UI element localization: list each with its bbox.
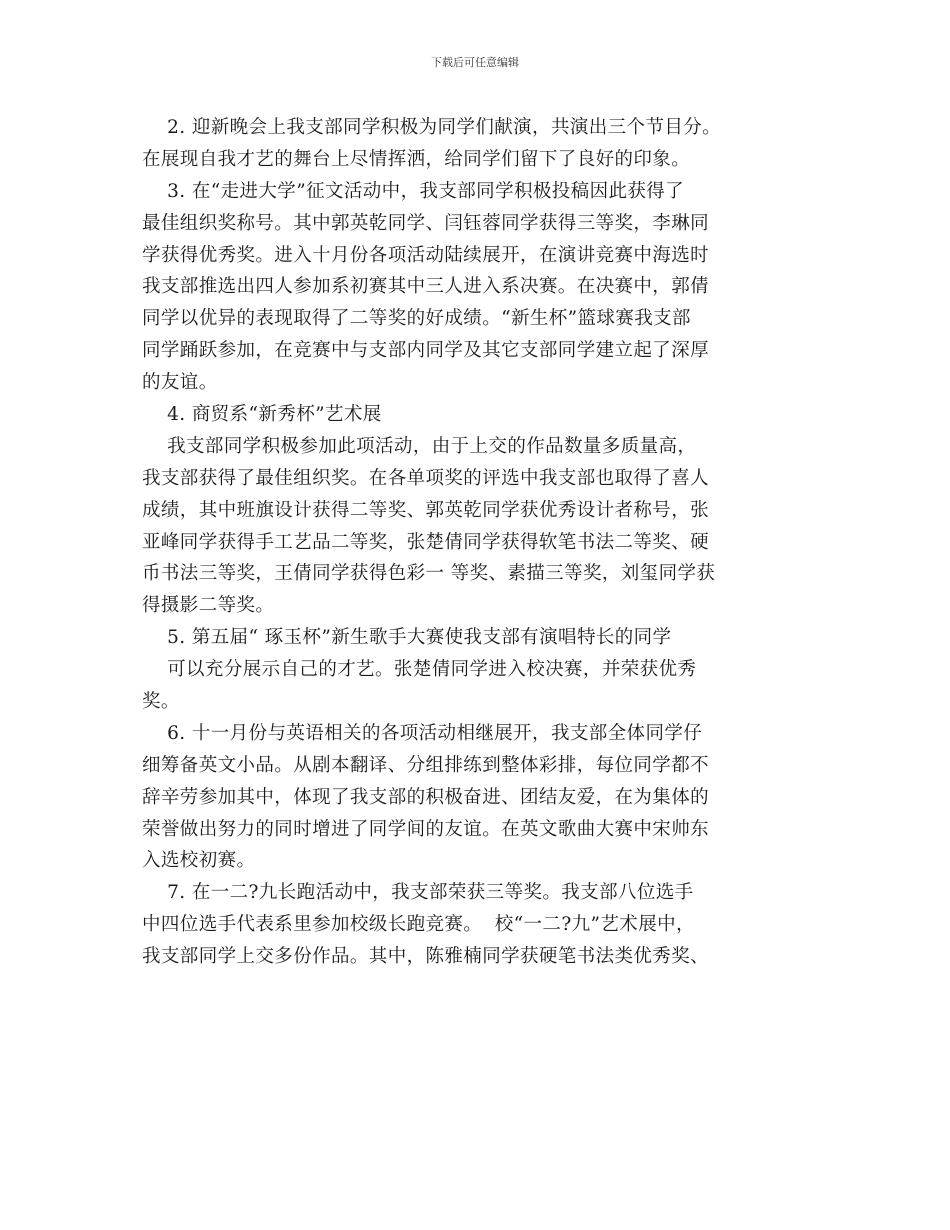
text-line: 我支部推选出四人参加系初赛其中三人进入系决赛。在决赛中，郭倩 <box>142 276 710 298</box>
document-body <box>142 112 832 973</box>
text-line: 我支部获得了最佳组织奖。在各单项奖的评选中我支部也取得了喜人 <box>142 467 710 489</box>
text-line: 我支部同学积极参加此项活动，由于上交的作品数量多质量高， <box>142 435 697 457</box>
text-line: 可以充分展示自己的才艺。张楚倩同学进入校决赛，并荣获优秀 <box>142 659 697 681</box>
page-header: 下载后可任意编辑 <box>431 56 519 69</box>
text-line: 7. 在一二?九长跑活动中，我支部荣获三等奖。我支部八位选手 <box>142 882 694 904</box>
text-line: 在展现自我才艺的舞台上尽情挥洒，给同学们留下了良好的印象。 <box>142 148 691 170</box>
text-line: 荣誉做出努力的同时增进了同学间的友谊。在英文歌曲大赛中宋帅东 <box>142 818 710 840</box>
text-line: 得摄影二等奖。 <box>142 595 275 617</box>
text-line: 成绩，其中班旗设计获得二等奖、郭英乾同学获优秀设计者称号，张 <box>142 499 710 521</box>
text-line: 4. 商贸系“新秀杯”艺术展 <box>142 404 382 426</box>
text-line: 同学踊跃参加，在竞赛中与支部内同学及其它支部同学建立起了深厚 <box>142 340 710 362</box>
text-line: 辞辛劳参加其中，体现了我支部的积极奋进、团结友爱，在为集体的 <box>142 786 710 808</box>
text-line: 的友谊。 <box>142 372 218 394</box>
text-line: 2. 迎新晚会上我支部同学积极为同学们献演，共演出三个节目分。 <box>142 117 722 138</box>
text-line: 6. 十一月份与英语相关的各项活动相继展开，我支部全体同学仔 <box>142 722 703 744</box>
text-line: 奖。 <box>142 691 180 713</box>
text-line: 中四位选手代表系里参加校级长跑竞赛。 校“一二?九”艺术展中， <box>142 914 695 936</box>
text-line: 亚峰同学获得手工艺品二等奖，张楚倩同学获得软笔书法二等奖、硬 <box>142 531 710 553</box>
text-line: 入选校初赛。 <box>142 850 256 872</box>
text-line: 币书法三等奖，王倩同学获得色彩一 等奖、素描三等奖，刘玺同学获 <box>142 563 716 585</box>
text-line: 5. 第五届“ 琢玉杯”新生歌手大赛使我支部有演唱特长的同学 <box>142 627 672 649</box>
text-line: 细筹备英文小品。从剧本翻译、分组排练到整体彩排，每位同学都不 <box>142 754 710 776</box>
text-line: 我支部同学上交多份作品。其中，陈雅楠同学获硬笔书法类优秀奖、 <box>142 946 710 968</box>
text-line: 学获得优秀奖。进入十月份各项活动陆续展开，在演讲竞赛中海选时 <box>142 244 710 266</box>
text-line: 同学以优异的表现取得了二等奖的好成绩。“新生杯”篮球赛我支部 <box>142 308 691 330</box>
text-line: 最佳组织奖称号。其中郭英乾同学、闫钰蓉同学获得三等奖，李琳同 <box>142 212 710 234</box>
text-line: 3. 在“走进大学”征文活动中，我支部同学积极投稿因此获得了 <box>142 180 685 202</box>
